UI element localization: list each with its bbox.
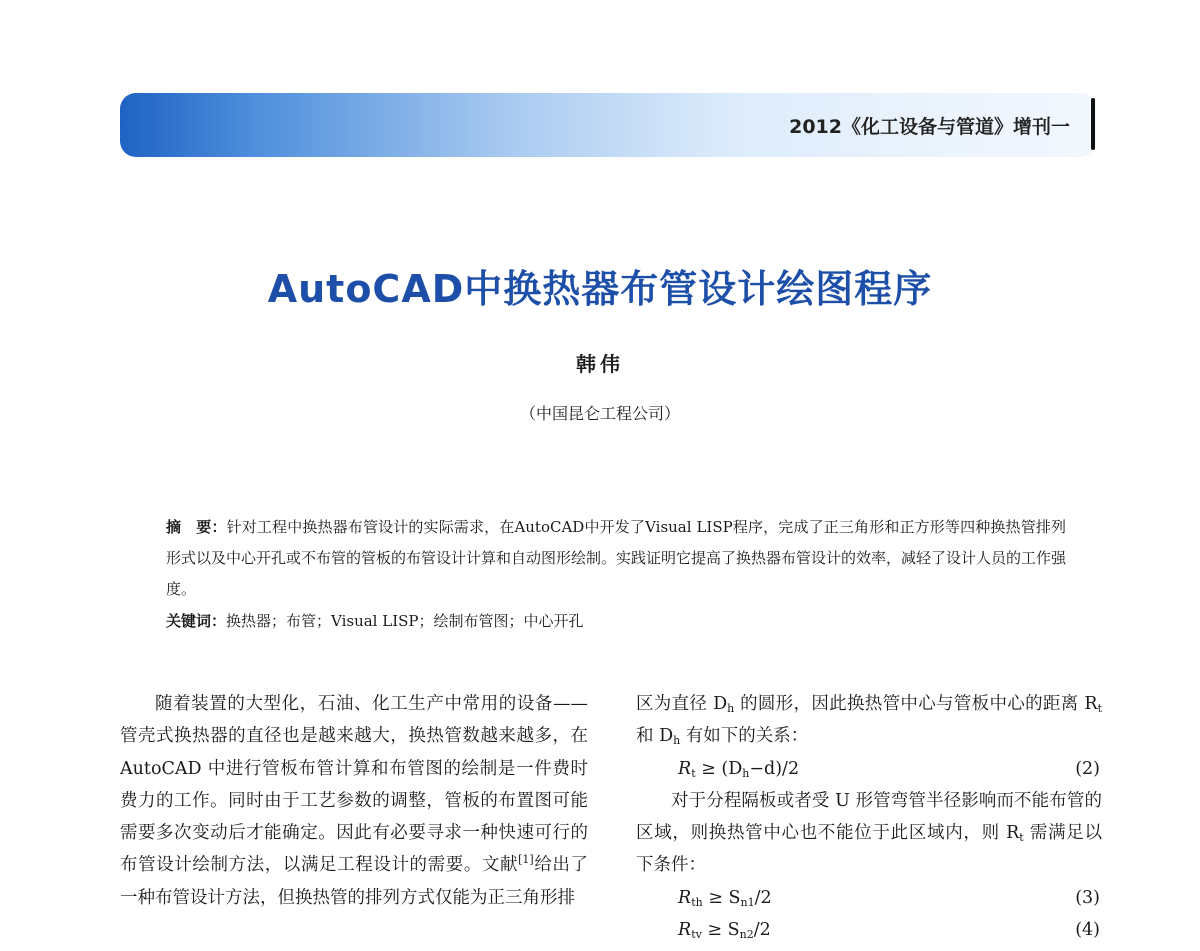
right-paragraph-1 bbox=[636, 688, 1102, 753]
eq-text: ≥ S bbox=[701, 920, 740, 941]
intro-text: 随着装置的大型化，石油、化工生产中常用的设备——管壳式换热器的直径也是越来越大，换热管数越来越多，在 AutoCAD 中进行管板布管计算和布管图的绘制是一件费时费力的工作。同时由于工艺参数的调整，管板的布置图可能需要多次变动后才能确定。因此有必要寻求一种快速可行的布管设计绘制方法，以满足工程设计的需要。文献 bbox=[120, 694, 588, 876]
subscript: t bbox=[1019, 831, 1024, 845]
intro-text-cont: 给出了一种布管设计方法，但换热管的排列方式仅能为正三角形排 bbox=[120, 855, 589, 908]
intro-paragraph bbox=[120, 688, 588, 914]
right-paragraph-2 bbox=[636, 785, 1102, 882]
paper-title: AutoCAD中换热器布管设计绘图程序 bbox=[267, 267, 933, 311]
keywords-text: 换热器；布管；Visual LISP；绘制布管图；中心开孔 bbox=[226, 612, 584, 630]
text-run: 有如下的关系： bbox=[680, 726, 809, 747]
keywords bbox=[166, 608, 1066, 634]
journal-title: 2012《化工设备与管道》增刊一 bbox=[789, 116, 1070, 138]
text-run: 区为直径 D bbox=[636, 694, 728, 714]
abstract bbox=[166, 512, 1066, 605]
equation-body bbox=[678, 882, 772, 914]
subscript: th bbox=[691, 895, 703, 909]
subscript: t bbox=[691, 766, 696, 780]
reference-link[interactable]: [1] bbox=[518, 853, 534, 867]
eq-text: ≥ (D bbox=[695, 758, 743, 779]
text-run: 需满足以下条件： bbox=[636, 823, 1102, 876]
eq-var: R bbox=[678, 887, 692, 908]
subscript: t bbox=[1097, 702, 1102, 715]
eq-text: −d)/2 bbox=[749, 758, 800, 779]
subscript: h bbox=[742, 766, 750, 780]
subscript: n1 bbox=[740, 895, 755, 909]
equation-body bbox=[678, 753, 799, 785]
subscript: h bbox=[673, 734, 681, 748]
eq-text: ≥ S bbox=[702, 887, 741, 908]
equation-number: (4) bbox=[1075, 920, 1100, 941]
subscript: h bbox=[727, 702, 735, 715]
equation-2 bbox=[636, 753, 1102, 785]
author-name: 韩伟 bbox=[576, 352, 624, 376]
subscript: n2 bbox=[739, 928, 754, 942]
equation-body bbox=[678, 914, 771, 946]
equation-3 bbox=[636, 882, 1102, 914]
subscript: tv bbox=[691, 928, 702, 942]
eq-var: R bbox=[678, 758, 692, 779]
eq-var: R bbox=[678, 920, 692, 941]
body-right-column bbox=[636, 688, 1102, 946]
body-left-column bbox=[120, 688, 588, 914]
author-affiliation: （中国昆仑工程公司） bbox=[519, 404, 680, 423]
abstract-label: 摘 要： bbox=[166, 518, 227, 536]
abstract-text: 针对工程中换热器布管设计的实际需求，在AutoCAD中开发了Visual LISP程序，完成了正三角形和正方形等四种换热管排列形式以及中心开孔或不布管的管板的布管设计计算和自动图形绘制。实践证明它提高了换热器布管设计的效率，减轻了设计人员的工作强度。 bbox=[166, 518, 1067, 598]
header-band-edge bbox=[1091, 98, 1095, 150]
text-run: 对于分程隔板或者受 U 形管弯管半径影响而不能布管的区域，则换热管中心也不能位于此区域内，则 R bbox=[636, 790, 1102, 844]
keywords-label: 关键词： bbox=[166, 612, 227, 630]
text-run: 的圆形，因此换热管中心与管板中心的距离 R bbox=[734, 694, 1098, 714]
text-run: 和 D bbox=[636, 726, 674, 747]
equation-4 bbox=[636, 914, 1102, 946]
eq-text: /2 bbox=[754, 887, 772, 908]
equation-number: (3) bbox=[1075, 887, 1100, 908]
equation-number: (2) bbox=[1075, 758, 1100, 779]
eq-text: /2 bbox=[753, 920, 771, 941]
